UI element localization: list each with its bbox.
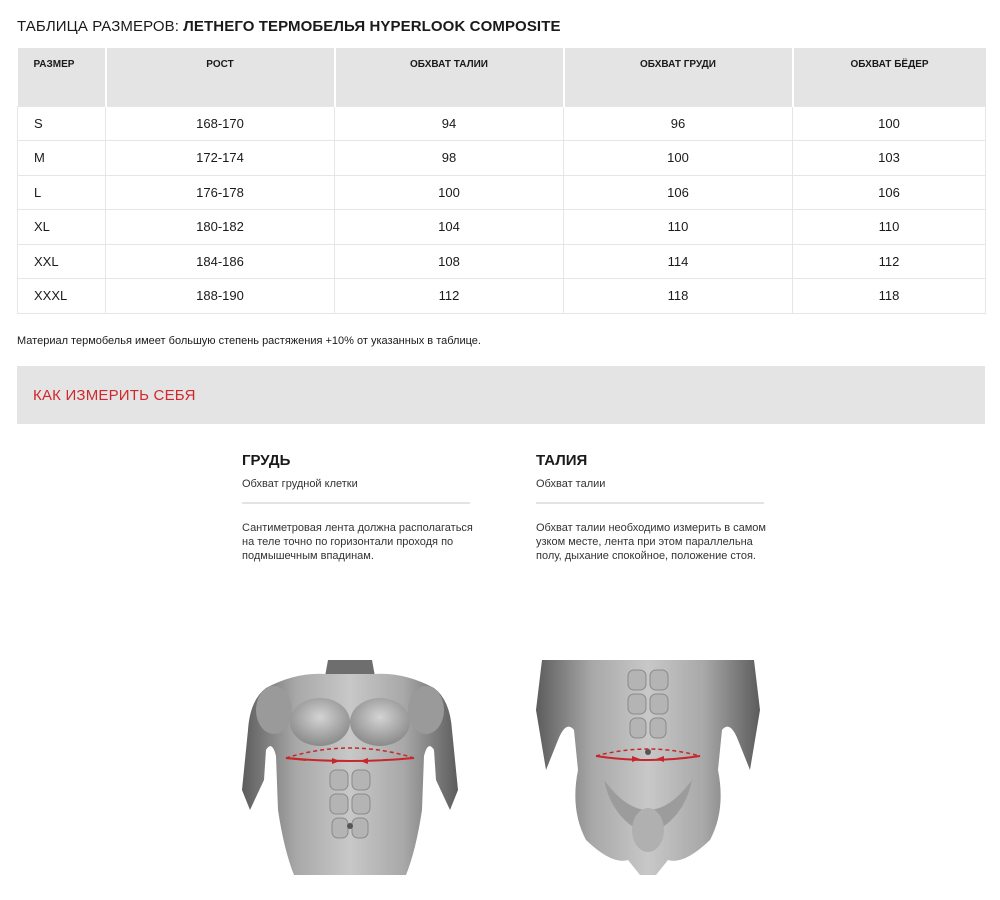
chest-description: Сантиметровая лента должна располагаться на теле точно по горизонтали проходя по подмышечным впадинам. bbox=[242, 522, 473, 562]
cell-size: XXXL bbox=[18, 279, 106, 314]
cell-size: M bbox=[18, 141, 106, 176]
cell-height: 184-186 bbox=[106, 244, 335, 279]
waist-divider bbox=[536, 502, 764, 504]
cell-hips: 100 bbox=[793, 106, 986, 141]
waist-section bbox=[536, 452, 768, 563]
cell-hips: 112 bbox=[793, 244, 986, 279]
cell-chest: 100 bbox=[564, 141, 793, 176]
chest-measure-figure-icon bbox=[236, 660, 464, 875]
page-title-product: ЛЕТНЕГО ТЕРМОБЕЛЬЯ HYPERLOOK COMPOSITE bbox=[183, 18, 561, 35]
cell-height: 168-170 bbox=[106, 106, 335, 141]
cell-waist: 108 bbox=[335, 244, 564, 279]
cell-hips: 106 bbox=[793, 175, 986, 210]
waist-description: Обхват талии необходимо измерить в самом узком месте, лента при этом параллельна полу, дыхание спокойное, положение стоя. bbox=[536, 522, 766, 562]
how-to-measure-title: КАК ИЗМЕРИТЬ СЕБЯ bbox=[33, 387, 196, 404]
cell-chest: 114 bbox=[564, 244, 793, 279]
cell-size: L bbox=[18, 175, 106, 210]
chest-subtitle: Обхват грудной клетки bbox=[242, 478, 358, 490]
cell-waist: 112 bbox=[335, 279, 564, 314]
cell-waist: 104 bbox=[335, 210, 564, 245]
cell-size: XXL bbox=[18, 244, 106, 279]
cell-height: 176-178 bbox=[106, 175, 335, 210]
cell-size: XL bbox=[18, 210, 106, 245]
header-hips: ОБХВАТ БЁДЕР bbox=[793, 48, 986, 106]
waist-measure-figure-icon bbox=[534, 660, 762, 875]
cell-chest: 106 bbox=[564, 175, 793, 210]
cell-chest: 118 bbox=[564, 279, 793, 314]
cell-height: 188-190 bbox=[106, 279, 335, 314]
table-row bbox=[18, 210, 986, 245]
cell-size: S bbox=[18, 106, 106, 141]
how-to-measure-banner bbox=[17, 366, 985, 424]
cell-chest: 96 bbox=[564, 106, 793, 141]
waist-subtitle: Обхват талии bbox=[536, 478, 606, 490]
size-table bbox=[17, 48, 986, 314]
table-row bbox=[18, 141, 986, 176]
table-row bbox=[18, 106, 986, 141]
cell-height: 180-182 bbox=[106, 210, 335, 245]
cell-hips: 110 bbox=[793, 210, 986, 245]
chest-section bbox=[242, 452, 474, 563]
header-size: РАЗМЕР bbox=[18, 48, 106, 106]
header-height: РОСТ bbox=[106, 48, 335, 106]
chest-title: ГРУДЬ bbox=[242, 452, 291, 469]
cell-chest: 110 bbox=[564, 210, 793, 245]
stretch-note: Материал термобелья имеет большую степень растяжения +10% от указанных в таблице. bbox=[17, 335, 481, 347]
header-waist: ОБХВАТ ТАЛИИ bbox=[335, 48, 564, 106]
cell-hips: 118 bbox=[793, 279, 986, 314]
cell-waist: 94 bbox=[335, 106, 564, 141]
header-chest: ОБХВАТ ГРУДИ bbox=[564, 48, 793, 106]
cell-waist: 100 bbox=[335, 175, 564, 210]
table-row bbox=[18, 244, 986, 279]
page-title bbox=[17, 18, 561, 35]
cell-height: 172-174 bbox=[106, 141, 335, 176]
waist-title: ТАЛИЯ bbox=[536, 452, 588, 469]
table-row bbox=[18, 279, 986, 314]
table-header-row bbox=[18, 48, 986, 106]
chest-divider bbox=[242, 502, 470, 504]
cell-hips: 103 bbox=[793, 141, 986, 176]
table-row bbox=[18, 175, 986, 210]
page-title-prefix: ТАБЛИЦА РАЗМЕРОВ: bbox=[17, 18, 184, 35]
cell-waist: 98 bbox=[335, 141, 564, 176]
